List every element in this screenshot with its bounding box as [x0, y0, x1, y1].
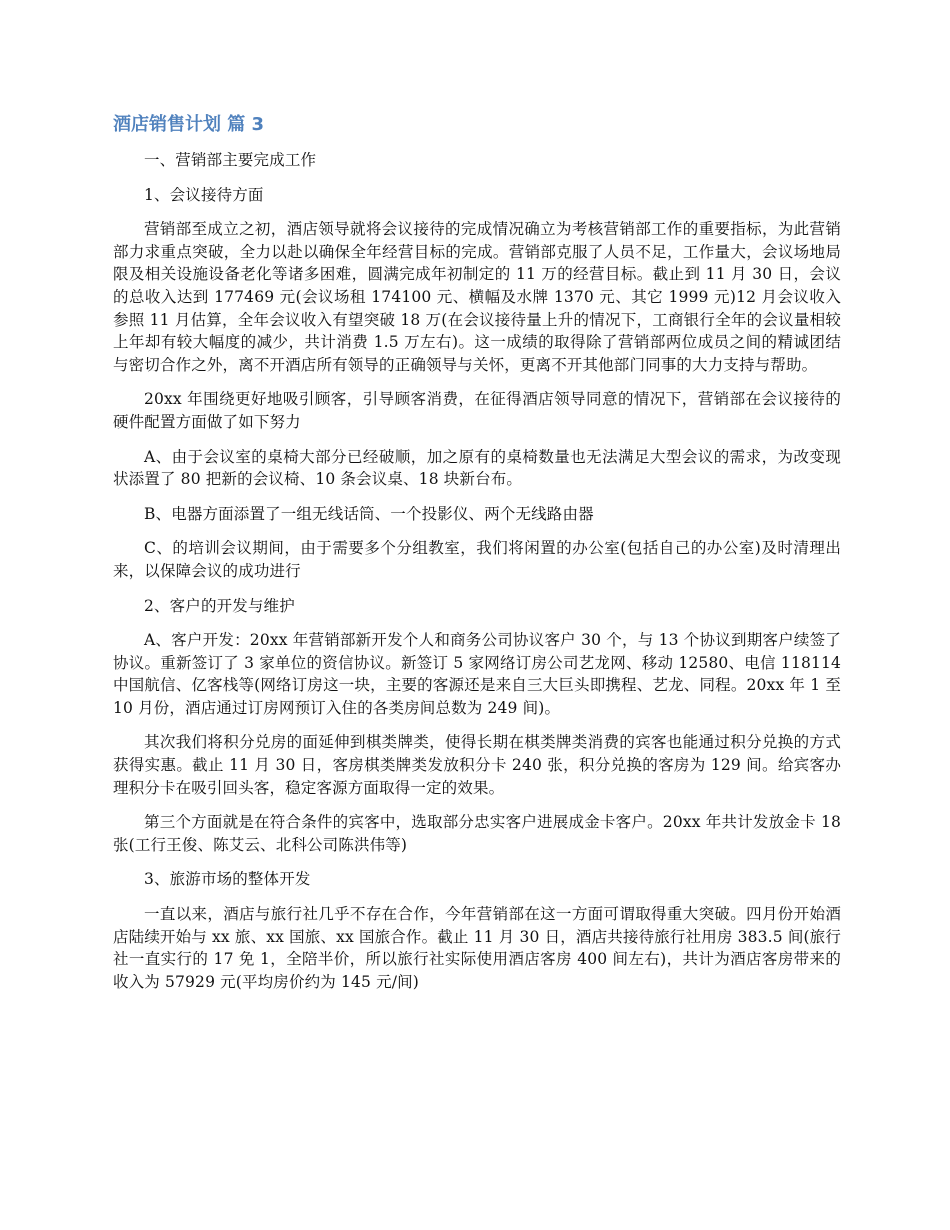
paragraph-item-b-electrical: B、电器方面添置了一组无线话筒、一个投影仪、两个无线路由器	[144, 504, 594, 523]
document-page	[113, 112, 841, 1005]
paragraph-travel-agency: 一直以来，酒店与旅行社几乎不存在合作，今年营销部在这一方面可谓取得重大突破。四月份开始酒店陆续开始与 xx 旅、xx 国旅、xx 国旅合作。截止 11 月 30 日，酒店共接待旅行社用房 383.5 间(旅行社一直实行的 17 免 1，全陪半价，所以旅行社实际使用酒店客房 400 间左右)，共计为酒店客房带来的收入为 57929 元(平均房价约为 145 元/间)	[113, 905, 841, 991]
document-title: 酒店销售计划 篇 3	[113, 114, 265, 135]
paragraph-hardware-intro: 20xx 年围绕更好地吸引顾客，引导顾客消费，在征得酒店领导同意的情况下，营销部在会议接待的硬件配置方面做了如下努力	[113, 390, 841, 431]
paragraph-item-c-rooms: C、的培训会议期间，由于需要多个分组教室，我们将闲置的办公室(包括自己的办公室)及时清理出来，以保障会议的成功进行	[113, 539, 841, 580]
subsection-heading-meeting: 1、会议接待方面	[144, 185, 264, 204]
paragraph-points-exchange: 其次我们将积分兑房的面延伸到棋类牌类，使得长期在棋类牌类消费的宾客也能通过积分兑换的方式获得实惠。截止 11 月 30 日，客房棋类牌类发放积分卡 240 张，积分兑换的客房为 129 间。给宾客办理积分卡在吸引回头客，稳定客源方面取得一定的效果。	[113, 733, 841, 797]
paragraph-meeting-summary: 营销部至成立之初，酒店领导就将会议接待的完成情况确立为考核营销部工作的重要指标，为此营销部力求重点突破，全力以赴以确保全年经营目标的完成。营销部克服了人员不足，工作量大，会议场地局限及相关设施设备老化等诸多困难，圆满完成年初制定的 11 万的经营目标。截止到 11 月 30 日，会议的总收入达到 177469 元(会议场租 174100 元、横幅及水牌 1370 元、其它 1999 元)12 月会议收入参照 11 月估算，全年会议收入有望突破 18 万(在会议接待量上升的情况下，工商银行全年的会议量相较上年却有较大幅度的减少，共计消费 1.5 万左右)。这一成绩的取得除了营销部两位成员之间的精诚团结与密切合作之外，离不开酒店所有领导的正确领导与关怀，更离不开其他部门同事的大力支持与帮助。	[113, 220, 841, 374]
section-heading-1: 一、营销部主要完成工作	[144, 151, 317, 169]
subsection-heading-tourism: 3、旅游市场的整体开发	[144, 870, 311, 889]
paragraph-item-a-furniture: A、由于会议室的桌椅大部分已经破顺，加之原有的桌椅数量也无法满足大型会议的需求，为改变现状添置了 80 把新的会议椅、10 条会议桌、18 块新台布。	[113, 447, 841, 489]
subsection-heading-clients: 2、客户的开发与维护	[144, 596, 295, 615]
paragraph-gold-card: 第三个方面就是在符合条件的宾客中，选取部分忠实客户进展成金卡客户。20xx 年共计发放金卡 18 张(工行王俊、陈艾云、北科公司陈洪伟等)	[113, 813, 841, 854]
paragraph-client-development: A、客户开发：20xx 年营销部新开发个人和商务公司协议客户 30 个，与 13 个协议到期客户续签了协议。重新签订了 3 家单位的资信协议。新签订 5 家网络订房公司艺龙网、移动 12580、电信 118114 中国航信、亿客栈等(网络订房这一块，主要的客源还是来自三大巨头即携程、艺龙、同程。20xx 年 1 至 10 月份，酒店通过订房网预订入住的各类房间总数为 249 间)。	[113, 631, 841, 717]
